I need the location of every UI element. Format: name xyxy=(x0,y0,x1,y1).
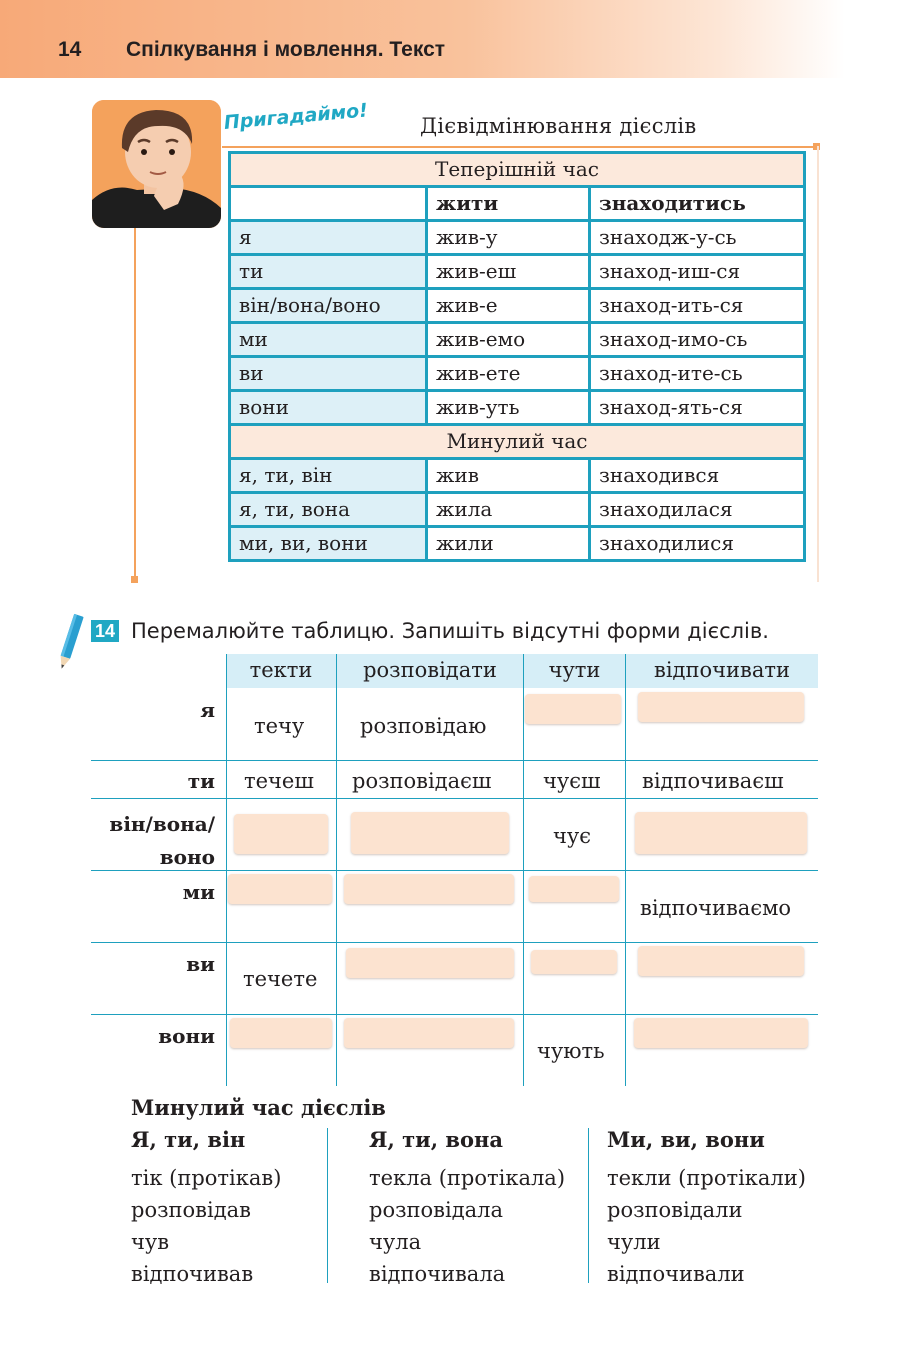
list-item: розповідали xyxy=(607,1198,743,1222)
blank-answer-field[interactable] xyxy=(531,950,617,974)
column-header: розповідати xyxy=(363,658,497,682)
column-header: текти xyxy=(249,658,313,682)
blank-answer-field[interactable] xyxy=(344,874,514,904)
table-cell: знаход-ять-ся xyxy=(590,391,805,425)
column-heading: Ми, ви, вони xyxy=(607,1127,765,1152)
table-cell: знаход-ить-ся xyxy=(590,289,805,323)
table-cell: жив-у xyxy=(427,221,590,255)
conjugation-title: Дієвідмінювання дієслів xyxy=(420,114,697,138)
past-column xyxy=(369,1162,565,1290)
table-cell: розповідаєш xyxy=(352,769,492,793)
grid-line xyxy=(91,760,818,761)
table-cell: течеш xyxy=(244,769,314,793)
list-item: відпочивала xyxy=(369,1262,506,1286)
pencil-icon xyxy=(56,612,84,678)
table-cell: знаходилася xyxy=(590,493,805,527)
table-cell: жив-е xyxy=(427,289,590,323)
past-column xyxy=(131,1162,281,1290)
list-item: розповідав xyxy=(131,1198,251,1222)
pronoun-cell: вони xyxy=(230,391,427,425)
table-cell: чуєш xyxy=(543,769,601,793)
blank-answer-field[interactable] xyxy=(634,1018,808,1048)
blank-answer-field[interactable] xyxy=(234,814,328,854)
list-item: відпочивав xyxy=(131,1262,254,1286)
table-cell: відпочиваємо xyxy=(640,896,792,920)
section-title: Спілкування і мовлення. Текст xyxy=(126,38,446,61)
table-cell: розповідаю xyxy=(360,714,487,738)
exercise-number: 14 xyxy=(91,620,119,642)
column-separator xyxy=(588,1128,589,1283)
pronoun-cell: ви xyxy=(230,357,427,391)
conjugation-table xyxy=(228,151,806,562)
table-cell: знаходилися xyxy=(590,527,805,561)
blank-answer-field[interactable] xyxy=(638,692,804,722)
blank-answer-field[interactable] xyxy=(351,812,509,854)
table-cell: жив xyxy=(427,459,590,493)
pronoun-cell: я xyxy=(230,221,427,255)
pronoun-cell: ми, ви, вони xyxy=(230,527,427,561)
past-tense-title: Минулий час дієслів xyxy=(131,1095,386,1120)
pronoun-cell: я, ти, вона xyxy=(230,493,427,527)
table-cell: жив-емо xyxy=(427,323,590,357)
table-row xyxy=(230,255,805,289)
table-cell: жив-уть xyxy=(427,391,590,425)
table-row xyxy=(230,527,805,561)
table-cell: жив-ете xyxy=(427,357,590,391)
present-tense-header: Теперішній час xyxy=(230,153,805,187)
row-label: він/вона/ воно xyxy=(109,812,215,869)
column-header: відпочивати xyxy=(654,658,790,682)
column-header: чути xyxy=(548,658,601,682)
table-row xyxy=(230,323,805,357)
table-row xyxy=(230,493,805,527)
remember-label: Пригадаймо! xyxy=(223,99,369,134)
table-cell: чують xyxy=(537,1039,605,1063)
blank-answer-field[interactable] xyxy=(638,946,804,976)
grid-line xyxy=(91,942,818,943)
table-cell xyxy=(230,187,427,221)
column-heading: Я, ти, вона xyxy=(369,1127,503,1152)
list-item: чув xyxy=(131,1230,170,1254)
table-cell: течу xyxy=(254,714,305,738)
row-label: ви xyxy=(186,952,215,976)
table-row xyxy=(230,391,805,425)
table-cell: знаход-иш-ся xyxy=(590,255,805,289)
row-label: вони xyxy=(158,1024,215,1048)
past-tense-header: Минулий час xyxy=(230,425,805,459)
blank-answer-field[interactable] xyxy=(228,874,332,904)
table-row xyxy=(230,221,805,255)
verb-header: знаходитись xyxy=(590,187,805,221)
page-number: 14 xyxy=(58,38,82,61)
decor-line xyxy=(817,146,819,582)
pronoun-cell: я, ти, він xyxy=(230,459,427,493)
list-item: чула xyxy=(369,1230,422,1254)
column-separator xyxy=(327,1128,328,1283)
decor-line xyxy=(134,228,136,580)
table-cell: жив-еш xyxy=(427,255,590,289)
table-row xyxy=(230,357,805,391)
past-column xyxy=(607,1162,806,1290)
row-label: я xyxy=(200,698,215,722)
table-cell: знаходився xyxy=(590,459,805,493)
table-cell: жили xyxy=(427,527,590,561)
verb-header: жити xyxy=(427,187,590,221)
blank-answer-field[interactable] xyxy=(346,948,514,978)
table-cell: знаходж-у-сь xyxy=(590,221,805,255)
column-heading: Я, ти, він xyxy=(131,1127,246,1152)
list-item: тік (протікав) xyxy=(131,1166,282,1190)
table-cell: жила xyxy=(427,493,590,527)
grid-line xyxy=(91,798,818,799)
decor-line xyxy=(222,146,818,148)
row-label: ми xyxy=(182,880,215,904)
list-item: чули xyxy=(607,1230,661,1254)
pronoun-cell: ми xyxy=(230,323,427,357)
blank-answer-field[interactable] xyxy=(230,1018,332,1048)
blank-answer-field[interactable] xyxy=(529,876,619,902)
exercise-instruction: Перемалюйте таблицю. Запишіть відсутні форми дієслів. xyxy=(131,619,769,643)
blank-answer-field[interactable] xyxy=(344,1018,514,1048)
row-label: ти xyxy=(187,769,215,793)
pronoun-cell: ти xyxy=(230,255,427,289)
table-cell: знаход-ите-сь xyxy=(590,357,805,391)
table-row xyxy=(230,289,805,323)
table-row xyxy=(230,459,805,493)
list-item: розповідала xyxy=(369,1198,504,1222)
list-item: відпочивали xyxy=(607,1262,745,1286)
pronoun-cell: він/вона/воно xyxy=(230,289,427,323)
list-item: текла (протікала) xyxy=(369,1166,566,1190)
table-cell: відпочиваєш xyxy=(642,769,784,793)
table-cell: течете xyxy=(243,967,318,991)
table-cell: знаход-имо-сь xyxy=(590,323,805,357)
boy-thinking-illustration xyxy=(92,100,221,228)
grid-line xyxy=(91,1014,818,1015)
blank-answer-field[interactable] xyxy=(525,694,621,724)
blank-answer-field[interactable] xyxy=(635,812,807,854)
decor-dot xyxy=(131,576,138,583)
list-item: текли (протікали) xyxy=(607,1166,806,1190)
table-cell: чує xyxy=(553,824,592,848)
